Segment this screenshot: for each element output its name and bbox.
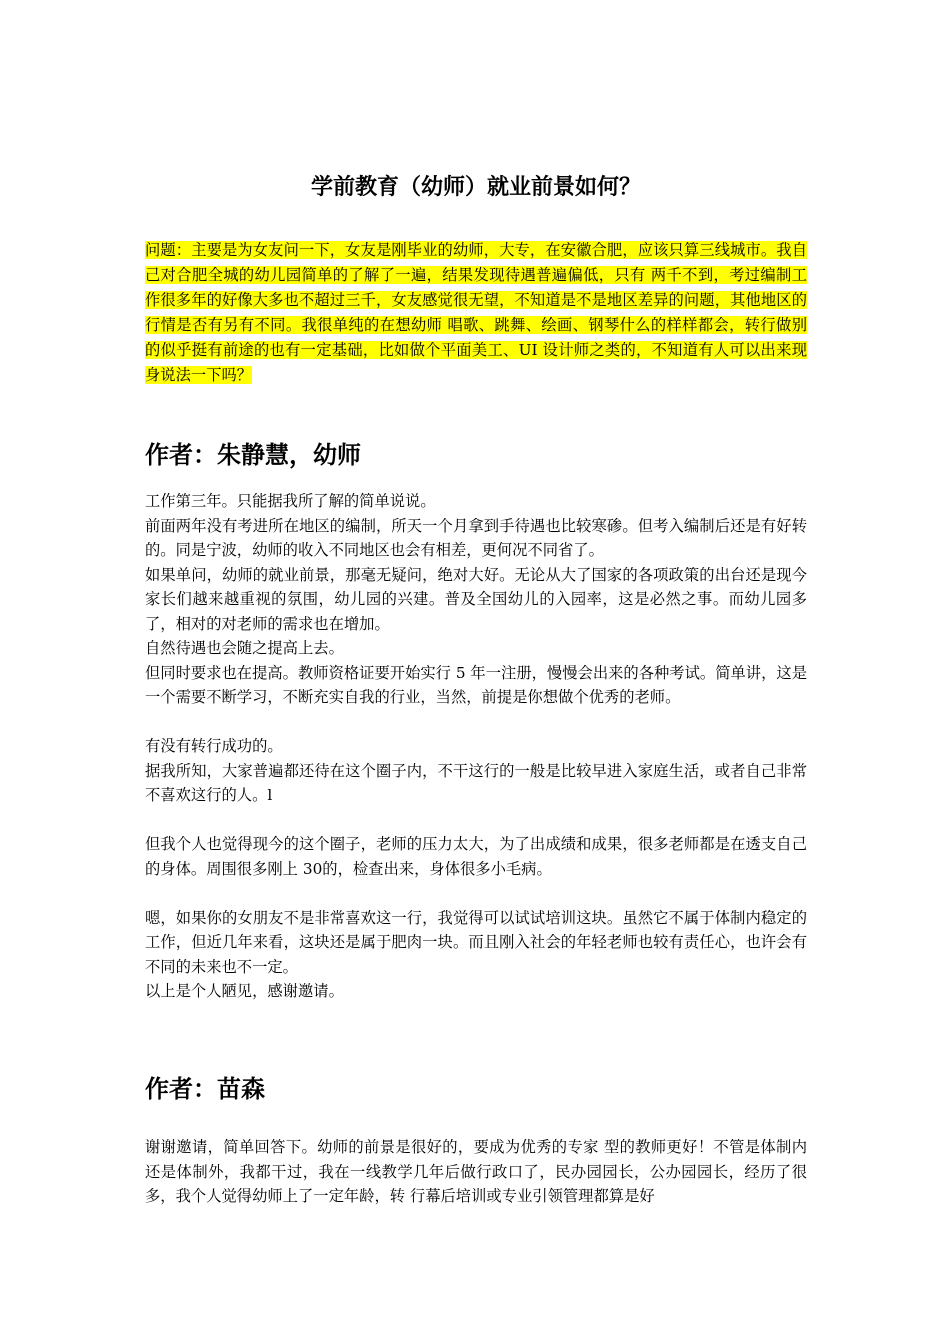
answer-paragraph: 谢谢邀请，简单回答下。幼师的前景是很好的，要成为优秀的专家 型的教师更好！不管是体制内还是体制外，我都干过，我在一线教学几年后做行政口了，民办园园长，公办园园长，经历了很多，我个人觉得幼师上了一定年龄，转 行幕后培训或专业引领管理都算是好 (145, 1138, 807, 1205)
answer-paragraph: 工作第三年。只能据我所了解的简单说说。 (145, 492, 436, 510)
author-heading-2: 作者：苗森 (145, 1073, 265, 1103)
answer-paragraph: 以上是个人陋见，感谢邀请。 (145, 982, 344, 1000)
answer-paragraph: 据我所知，大家普遍都还待在这个圈子内，不干这行的一般是比较早进入家庭生活，或者自己非常不喜欢这行的人。l (145, 761, 807, 804)
document-title: 学前教育（幼师）就业前景如何？ (310, 173, 641, 200)
author-heading-1: 作者：朱静慧，幼师 (145, 439, 361, 469)
answer-paragraph: 前面两年没有考进所在地区的编制，所天一个月拿到手待遇也比较寒碜。但考入编制后还是有好转的。同是宁波，幼师的收入不同地区也会有相差，更何况不同省了。 (145, 516, 807, 559)
question-block (145, 238, 807, 388)
answer-paragraph: 但我个人也觉得现今的这个圈子，老师的压力太大，为了出成绩和成果，很多老师都是在透支自己的身体。周围很多刚上 30的，检查出来，身体很多小毛病。 (145, 835, 807, 878)
answer-body-2 (145, 1135, 807, 1209)
answer-paragraph: 但同时要求也在提高。教师资格证要开始实行 5 年一注册，慢慢会出来的各种考试。简单讲，这是一个需要不断学习，不断充实自我的行业，当然，前提是你想做个优秀的老师。 (145, 663, 807, 706)
answer-paragraph: 如果单问，幼师的就业前景，那毫无疑问，绝对大好。无论从大了国家的各项政策的出台还是现今家长们越来越重视的氛围，幼儿园的兴建。普及全国幼儿的入园率，这是必然之事。而幼儿园多了，相对的对老师的需求也在增加。 (145, 565, 807, 633)
question-text-highlighted: 问题：主要是为女友问一下，女友是刚毕业的幼师，大专，在安徽合肥，应该只算三线城市。我自己对合肥全城的幼儿园简单的了解了一遍，结果发现待遇普遍偏低，只有 两千不到，考过编制工作很多年的好像大多也不超过三千，女友感觉很无望，不知道是不是地区差异的问题，其他地区的行情是否有另有不同。我很单纯的在想幼师 唱歌、跳舞、绘画、钢琴什么的样样都会，转行做别的似乎挺有前途的也有一定基础，比如做个平面美工、UI 设计师之类的，不知道有人可以出来现身说法一下吗？ (145, 241, 807, 384)
answer-paragraph: 嗯，如果你的女朋友不是非常喜欢这一行，我觉得可以试试培训这块。虽然它不属于体制内稳定的工作，但近几年来看，这块还是属于肥肉一块。而且刚入社会的年轻老师也较有责任心，也许会有不同的未来也不一定。 (145, 908, 807, 976)
answer-paragraph: 自然待遇也会随之提高上去。 (145, 639, 344, 657)
answer-paragraph: 有没有转行成功的。 (145, 737, 283, 755)
answer-body-1 (145, 489, 807, 1004)
